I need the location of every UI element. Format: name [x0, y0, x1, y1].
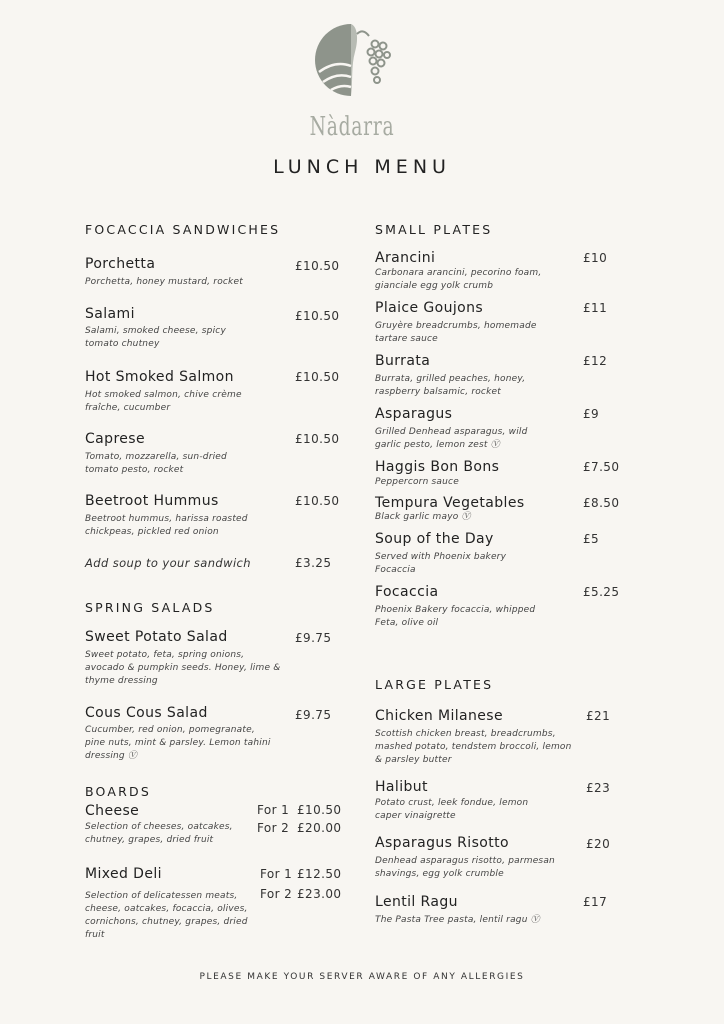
- item-description: Potato crust, leek fondue, lemon caper vinaigrette: [375, 798, 529, 821]
- item-name: Caprese: [85, 431, 146, 447]
- item-price: £23: [586, 781, 611, 795]
- item-description: Carbonara arancini, pecorino foam, gianciale egg yolk crumb: [375, 268, 542, 291]
- item-name: Asparagus: [375, 406, 453, 422]
- item-price: £5.25: [583, 585, 620, 599]
- item-price: £5: [583, 532, 600, 546]
- item-description: Black garlic mayo Ⓥ: [375, 512, 471, 522]
- item-price: £10.50: [295, 259, 340, 273]
- item-price: £21: [586, 709, 611, 723]
- item-description: Hot smoked salmon, chive crème fraîche, cucumber: [85, 390, 242, 413]
- item-name: Chicken Milanese: [375, 708, 504, 724]
- item-description: Selection of delicatessen meats, cheese, oatcakes, focaccia, olives, cornichons, chutney, grapes, dried fruit: [85, 891, 248, 940]
- item-description: Tomato, mozzarella, sun-dried tomato pesto, rocket: [85, 452, 227, 475]
- section-small-plates-heading: SMALL PLATES: [375, 222, 493, 237]
- section-salads-heading: SPRING SALADS: [85, 600, 215, 615]
- section-focaccia-heading: FOCACCIA SANDWICHES: [85, 222, 281, 237]
- item-price: £10.50: [295, 309, 340, 323]
- item-price: £8.50: [583, 496, 620, 510]
- item-name: Cheese: [85, 803, 140, 819]
- item-description: Denhead asparagus risotto, parmesan shavings, egg yolk crumble: [375, 856, 555, 879]
- item-description: Grilled Denhead asparagus, wild garlic pesto, lemon zest Ⓥ: [375, 427, 528, 450]
- item-price: £10.50: [295, 370, 340, 384]
- addon-label: Add soup to your sandwich: [85, 556, 251, 570]
- item-price: £7.50: [583, 460, 620, 474]
- option-price: £10.50: [297, 803, 342, 817]
- item-name: Haggis Bon Bons: [375, 459, 500, 475]
- item-name: Burrata: [375, 353, 431, 369]
- option-price: £23.00: [297, 887, 342, 901]
- option-price: £20.00: [297, 821, 342, 835]
- option-label: For 1: [257, 803, 290, 817]
- allergy-notice: PLEASE MAKE YOUR SERVER AWARE OF ANY ALLERGIES: [199, 972, 525, 982]
- option-label: For 1: [260, 867, 293, 881]
- item-description: Phoenix Bakery focaccia, whipped Feta, olive oil: [375, 605, 536, 628]
- brand-name: Nàdarra: [309, 112, 395, 142]
- section-large-plates-heading: LARGE PLATES: [375, 677, 494, 692]
- item-price: £9: [583, 407, 600, 421]
- option-label: For 2: [257, 821, 290, 835]
- item-price: £10.50: [295, 432, 340, 446]
- item-name: Salami: [85, 306, 135, 322]
- item-price: £9.75: [295, 708, 332, 722]
- option-label: For 2: [260, 887, 293, 901]
- item-description: Gruyère breadcrumbs, homemade tartare sauce: [375, 321, 537, 344]
- item-price: £9.75: [295, 631, 332, 645]
- item-description: Salami, smoked cheese, spicy tomato chutney: [85, 326, 226, 349]
- logo-icon: [311, 22, 391, 97]
- item-name: Mixed Deli: [85, 866, 162, 882]
- item-price: £12: [583, 354, 608, 368]
- item-price: £11: [583, 301, 608, 315]
- item-name: Arancini: [375, 250, 436, 266]
- item-name: Porchetta: [85, 256, 156, 272]
- item-name: Cous Cous Salad: [85, 705, 208, 721]
- item-description: Peppercorn sauce: [375, 477, 459, 487]
- item-description: Scottish chicken breast, breadcrumbs, mashed potato, tendstem broccoli, lemon & parsley butter: [375, 729, 572, 765]
- item-name: Focaccia: [375, 584, 439, 600]
- item-description: Beetroot hummus, harissa roasted chickpeas, pickled red onion: [85, 514, 248, 537]
- item-description: The Pasta Tree pasta, lentil ragu Ⓥ: [375, 915, 540, 925]
- item-description: Sweet potato, feta, spring onions, avocado & pumpkin seeds. Honey, lime & thyme dressing: [85, 650, 281, 686]
- item-price: £20: [586, 837, 611, 851]
- item-price: £10.50: [295, 494, 340, 508]
- page-title: LUNCH MENU: [273, 156, 451, 178]
- item-price: £17: [583, 895, 608, 909]
- section-boards-heading: BOARDS: [85, 784, 151, 799]
- item-description: Selection of cheeses, oatcakes, chutney, grapes, dried fruit: [85, 822, 233, 845]
- item-name: Asparagus Risotto: [375, 835, 509, 851]
- item-price: £10: [583, 251, 608, 265]
- addon-price: £3.25: [295, 556, 332, 570]
- item-description: Porchetta, honey mustard, rocket: [85, 277, 243, 287]
- item-description: Cucumber, red onion, pomegranate, pine nuts, mint & parsley. Lemon tahini dressing Ⓥ: [85, 725, 271, 761]
- item-name: Beetroot Hummus: [85, 493, 219, 509]
- item-description: Served with Phoenix bakery Focaccia: [375, 552, 507, 575]
- item-name: Plaice Goujons: [375, 300, 484, 316]
- item-description: Burrata, grilled peaches, honey, raspberry balsamic, rocket: [375, 374, 526, 397]
- item-name: Lentil Ragu: [375, 894, 458, 910]
- item-name: Sweet Potato Salad: [85, 629, 228, 645]
- item-name: Halibut: [375, 779, 428, 795]
- item-name: Hot Smoked Salmon: [85, 369, 234, 385]
- item-name: Tempura Vegetables: [375, 495, 525, 511]
- option-price: £12.50: [297, 867, 342, 881]
- item-name: Soup of the Day: [375, 531, 494, 547]
